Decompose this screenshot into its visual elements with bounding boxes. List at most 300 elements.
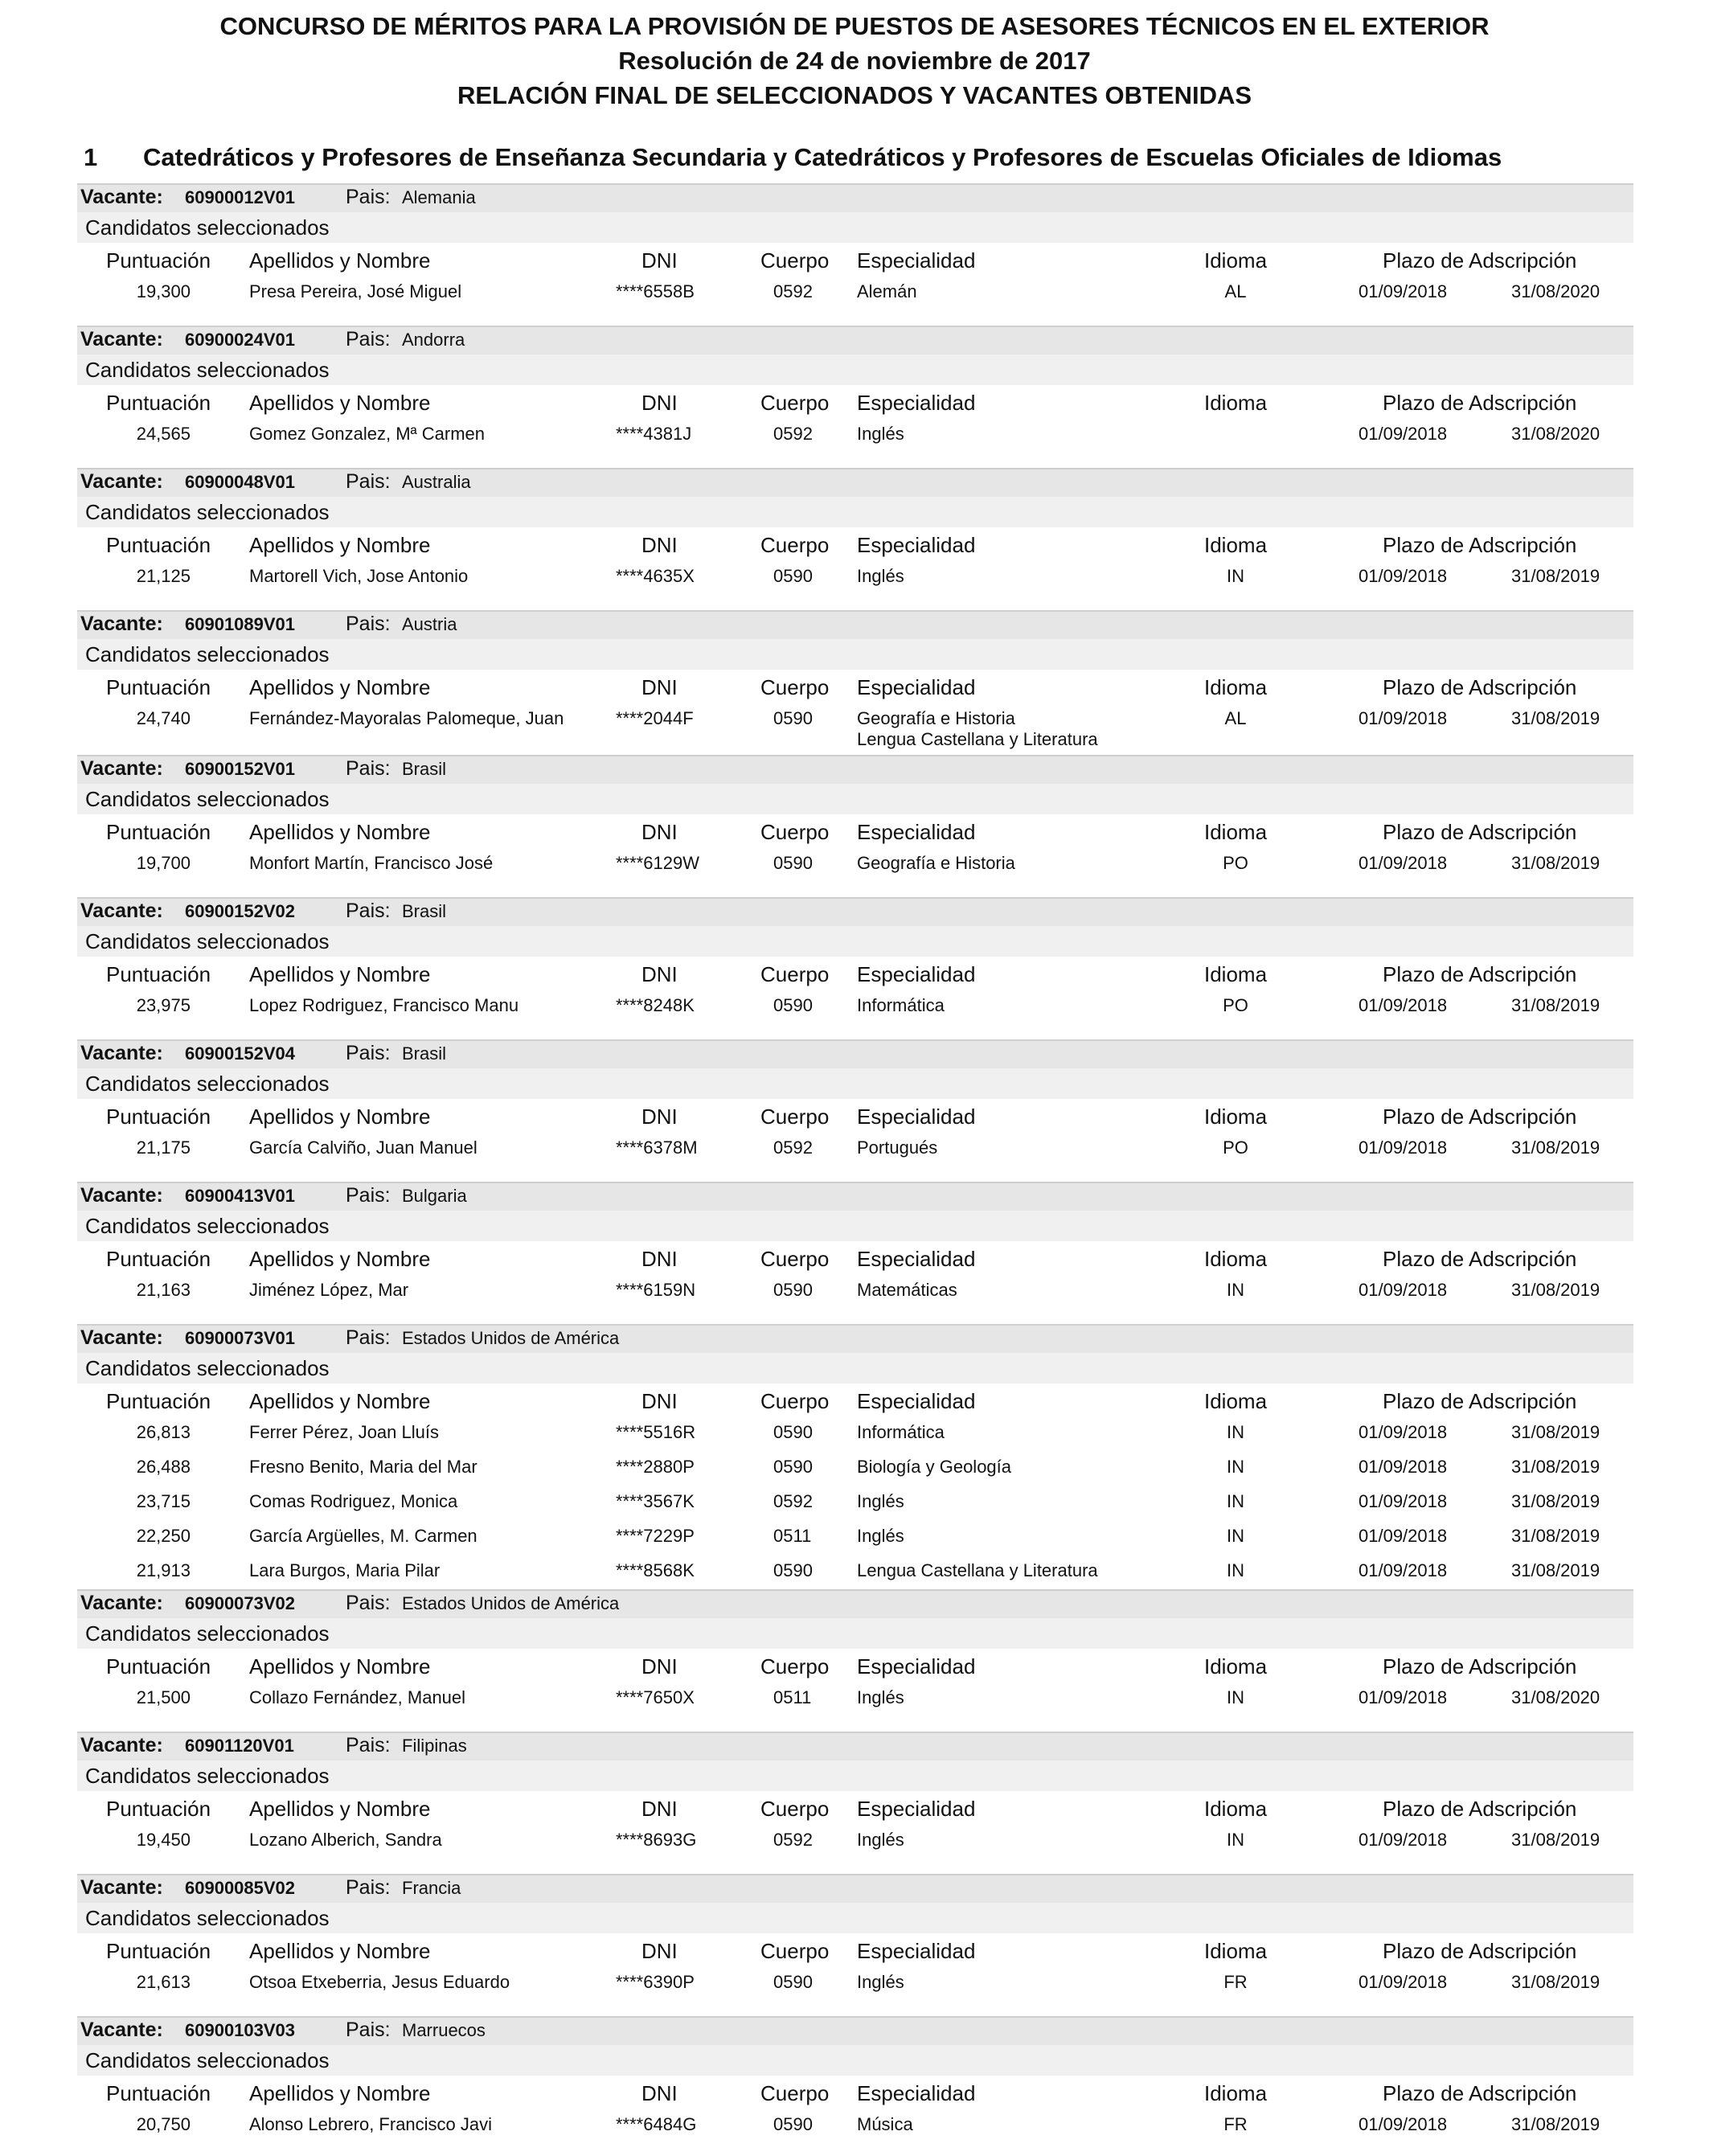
cell-nombre: Comas Rodriguez, Monica (249, 1491, 458, 1511)
cell-dni: ****4635X (616, 566, 695, 586)
vacancy-code: 60900103V03 (185, 2020, 296, 2040)
vacancy-code: 60901120V01 (185, 1736, 294, 1756)
vacancy-code: 60900024V01 (185, 330, 296, 350)
col-header-especialidad: Especialidad (857, 1654, 976, 1678)
col-header-especialidad: Especialidad (857, 962, 976, 986)
col-header-especialidad: Especialidad (857, 1797, 976, 1821)
cell-idioma: IN (1227, 1687, 1244, 1707)
cell-dni: ****8568K (616, 1560, 695, 1580)
cell-cuerpo: 0590 (773, 995, 813, 1015)
resolution-date: Resolución de 24 de noviembre de 2017 (618, 47, 1091, 75)
vacancy-label: Vacante: (80, 900, 163, 922)
country-name: Andorra (402, 330, 465, 350)
col-header-especialidad: Especialidad (857, 248, 976, 273)
col-header-plazo: Plazo de Adscripción (1383, 820, 1577, 844)
cell-plazo-hasta: 31/08/2019 (1511, 1457, 1600, 1477)
col-header-idioma: Idioma (1204, 1797, 1268, 1821)
col-header-idioma: Idioma (1204, 1247, 1268, 1271)
cell-especialidad: Inglés (857, 1972, 904, 1992)
col-header-dni: DNI (641, 248, 678, 273)
vacancy-header-bar (77, 755, 1633, 784)
candidates-label: Candidatos seleccionados (85, 1214, 330, 1238)
col-header-idioma: Idioma (1204, 1939, 1268, 1963)
cell-idioma: IN (1227, 1830, 1244, 1850)
col-header-cuerpo: Cuerpo (760, 962, 830, 986)
vacancy-header-bar (77, 1589, 1633, 1618)
cell-cuerpo: 0592 (773, 1137, 813, 1158)
cell-especialidad: Lengua Castellana y Literatura (857, 1560, 1098, 1580)
col-header-idioma: Idioma (1204, 675, 1268, 699)
candidates-label: Candidatos seleccionados (85, 2048, 330, 2072)
vacancy-label: Vacante: (80, 2019, 163, 2041)
col-header-puntuacion: Puntuación (106, 1389, 211, 1413)
cell-plazo-desde: 01/09/2018 (1359, 566, 1448, 586)
col-header-puntuacion: Puntuación (106, 1247, 211, 1271)
col-header-cuerpo: Cuerpo (760, 248, 830, 273)
col-header-nombre: Apellidos y Nombre (249, 1389, 431, 1413)
cell-nombre: Otsoa Etxeberria, Jesus Eduardo (249, 1972, 510, 1992)
vacancy-label: Vacante: (80, 1042, 163, 1064)
col-header-especialidad: Especialidad (857, 1939, 976, 1963)
vacancy-label: Vacante: (80, 470, 163, 493)
cell-idioma: PO (1223, 995, 1248, 1015)
col-header-cuerpo: Cuerpo (760, 1654, 830, 1678)
cell-plazo-desde: 01/09/2018 (1359, 281, 1448, 301)
cell-nombre: Martorell Vich, Jose Antonio (249, 566, 469, 586)
col-header-cuerpo: Cuerpo (760, 1247, 830, 1271)
cell-especialidad: Geografía e Historia (857, 708, 1015, 728)
cell-dni: ****6558B (616, 281, 695, 301)
cell-dni: ****6159N (616, 1280, 696, 1300)
cell-plazo-hasta: 31/08/2019 (1511, 1560, 1600, 1580)
country-label: Pais: (346, 900, 391, 922)
col-header-especialidad: Especialidad (857, 391, 976, 415)
vacancy-header-bar (77, 897, 1633, 926)
country-name: Bulgaria (402, 1186, 467, 1206)
country-name: Marruecos (402, 2020, 486, 2040)
cell-especialidad: Inglés (857, 1830, 904, 1850)
cell-cuerpo: 0511 (773, 1687, 812, 1707)
cell-puntuacion: 21,613 (136, 1972, 191, 1992)
cell-cuerpo: 0592 (773, 281, 813, 301)
col-header-especialidad: Especialidad (857, 675, 976, 699)
cell-plazo-desde: 01/09/2018 (1359, 1457, 1448, 1477)
country-name: Brasil (402, 901, 447, 921)
candidates-label: Candidatos seleccionados (85, 215, 330, 240)
col-header-dni: DNI (641, 1389, 678, 1413)
col-header-plazo: Plazo de Adscripción (1383, 1939, 1577, 1963)
vacancy-code: 60900073V02 (185, 1593, 296, 1613)
cell-especialidad: Música (857, 2114, 913, 2134)
cell-idioma: IN (1227, 1560, 1244, 1580)
vacancy-header-bar (77, 2016, 1633, 2045)
country-label: Pais: (346, 1734, 391, 1756)
col-header-nombre: Apellidos y Nombre (249, 1247, 431, 1271)
cell-dni: ****7229P (616, 1526, 695, 1546)
section-title: Catedráticos y Profesores de Enseñanza Secundaria y Catedráticos y Profesores de Escuelas Oficiales de Idiomas (143, 143, 1502, 171)
vacancy-code: 60900152V01 (185, 759, 296, 779)
col-header-especialidad: Especialidad (857, 533, 976, 557)
cell-puntuacion: 26,488 (136, 1457, 191, 1477)
cell-dni: ****5516R (616, 1422, 696, 1442)
cell-puntuacion: 21,913 (136, 1560, 191, 1580)
col-header-nombre: Apellidos y Nombre (249, 675, 431, 699)
cell-plazo-hasta: 31/08/2020 (1511, 281, 1600, 301)
cell-plazo-desde: 01/09/2018 (1359, 1687, 1448, 1707)
vacancy-code: 60900085V02 (185, 1878, 296, 1898)
cell-plazo-hasta: 31/08/2019 (1511, 566, 1600, 586)
col-header-nombre: Apellidos y Nombre (249, 1939, 431, 1963)
candidates-label: Candidatos seleccionados (85, 1764, 330, 1788)
vacancy-code: 60900152V02 (185, 901, 296, 921)
cell-nombre: Gomez Gonzalez, Mª Carmen (249, 424, 486, 444)
cell-idioma: PO (1223, 1137, 1248, 1158)
cell-dni: ****3567K (616, 1491, 695, 1511)
cell-puntuacion: 26,813 (136, 1422, 191, 1442)
cell-plazo-desde: 01/09/2018 (1359, 1137, 1448, 1158)
cell-puntuacion: 21,163 (136, 1280, 191, 1300)
col-header-puntuacion: Puntuación (106, 2081, 211, 2105)
cell-plazo-hasta: 31/08/2019 (1511, 1526, 1600, 1546)
vacancy-code: 60900012V01 (185, 187, 296, 207)
country-name: Austria (402, 614, 457, 634)
col-header-idioma: Idioma (1204, 533, 1268, 557)
cell-plazo-hasta: 31/08/2019 (1511, 1422, 1600, 1442)
cell-plazo-desde: 01/09/2018 (1359, 1280, 1448, 1300)
cell-plazo-desde: 01/09/2018 (1359, 1422, 1448, 1442)
cell-plazo-hasta: 31/08/2019 (1511, 853, 1600, 873)
vacancy-header-bar (77, 1874, 1633, 1903)
col-header-cuerpo: Cuerpo (760, 533, 830, 557)
vacancy-label: Vacante: (80, 757, 163, 780)
col-header-nombre: Apellidos y Nombre (249, 391, 431, 415)
country-name: Australia (402, 472, 471, 492)
vacancy-code: 60900413V01 (185, 1186, 296, 1206)
country-name: Filipinas (402, 1736, 467, 1756)
col-header-dni: DNI (641, 2081, 678, 2105)
cell-idioma: IN (1227, 1280, 1244, 1300)
cell-idioma: IN (1227, 1491, 1244, 1511)
col-header-nombre: Apellidos y Nombre (249, 820, 431, 844)
vacancy-label: Vacante: (80, 1876, 163, 1899)
cell-especialidad: Alemán (857, 281, 917, 301)
cell-dni: ****2880P (616, 1457, 695, 1477)
col-header-idioma: Idioma (1204, 1654, 1268, 1678)
col-header-especialidad: Especialidad (857, 1247, 976, 1271)
country-label: Pais: (346, 1592, 391, 1614)
cell-puntuacion: 23,715 (136, 1491, 191, 1511)
vacancy-header-bar (77, 610, 1633, 639)
cell-cuerpo: 0590 (773, 1560, 813, 1580)
cell-plazo-desde: 01/09/2018 (1359, 995, 1448, 1015)
cell-plazo-desde: 01/09/2018 (1359, 1560, 1448, 1580)
col-header-puntuacion: Puntuación (106, 248, 211, 273)
col-header-plazo: Plazo de Adscripción (1383, 2081, 1577, 2105)
cell-plazo-hasta: 31/08/2019 (1511, 1972, 1600, 1992)
cell-cuerpo: 0590 (773, 1457, 813, 1477)
cell-dni: ****2044F (616, 708, 694, 728)
cell-especialidad: Portugués (857, 1137, 938, 1158)
cell-puntuacion: 21,500 (136, 1687, 191, 1707)
cell-idioma: FR (1223, 1972, 1248, 1992)
col-header-nombre: Apellidos y Nombre (249, 248, 431, 273)
country-label: Pais: (346, 757, 391, 780)
candidates-label: Candidatos seleccionados (85, 1072, 330, 1096)
col-header-dni: DNI (641, 1247, 678, 1271)
cell-dni: ****8693G (616, 1830, 697, 1850)
country-label: Pais: (346, 470, 391, 493)
col-header-puntuacion: Puntuación (106, 1105, 211, 1129)
cell-especialidad: Inglés (857, 424, 904, 444)
cell-nombre: García Argüelles, M. Carmen (249, 1526, 477, 1546)
cell-nombre: Fernández-Mayoralas Palomeque, Juan (249, 708, 564, 728)
cell-idioma: PO (1223, 853, 1248, 873)
col-header-cuerpo: Cuerpo (760, 391, 830, 415)
cell-idioma: IN (1227, 1422, 1244, 1442)
cell-especialidad: Inglés (857, 1526, 904, 1546)
col-header-plazo: Plazo de Adscripción (1383, 391, 1577, 415)
cell-puntuacion: 19,300 (136, 281, 191, 301)
col-header-nombre: Apellidos y Nombre (249, 1654, 431, 1678)
cell-dni: ****6484G (616, 2114, 697, 2134)
vacancy-header-bar (77, 1324, 1633, 1353)
col-header-dni: DNI (641, 675, 678, 699)
col-header-nombre: Apellidos y Nombre (249, 962, 431, 986)
country-label: Pais: (346, 613, 391, 635)
country-name: Francia (402, 1878, 461, 1898)
col-header-dni: DNI (641, 1654, 678, 1678)
cell-cuerpo: 0590 (773, 1280, 813, 1300)
vacancy-header-bar (77, 326, 1633, 355)
country-label: Pais: (346, 1326, 391, 1349)
country-label: Pais: (346, 1184, 391, 1207)
cell-especialidad: Lengua Castellana y Literatura (857, 729, 1098, 749)
vacancy-code: 60901089V01 (185, 614, 296, 634)
col-header-idioma: Idioma (1204, 391, 1268, 415)
cell-plazo-hasta: 31/08/2019 (1511, 708, 1600, 728)
cell-puntuacion: 20,750 (136, 2114, 191, 2134)
col-header-nombre: Apellidos y Nombre (249, 533, 431, 557)
cell-puntuacion: 19,450 (136, 1830, 191, 1850)
vacancy-header-bar (77, 1732, 1633, 1760)
col-header-plazo: Plazo de Adscripción (1383, 1389, 1577, 1413)
cell-cuerpo: 0592 (773, 1491, 813, 1511)
col-header-idioma: Idioma (1204, 1105, 1268, 1129)
vacancy-code: 60900152V04 (185, 1043, 296, 1064)
col-header-plazo: Plazo de Adscripción (1383, 1654, 1577, 1678)
col-header-especialidad: Especialidad (857, 2081, 976, 2105)
cell-plazo-hasta: 31/08/2019 (1511, 1280, 1600, 1300)
col-header-plazo: Plazo de Adscripción (1383, 248, 1577, 273)
vacancy-header-bar (77, 183, 1633, 212)
cell-nombre: Alonso Lebrero, Francisco Javi (249, 2114, 493, 2134)
cell-puntuacion: 19,700 (136, 853, 191, 873)
cell-especialidad: Geografía e Historia (857, 853, 1015, 873)
col-header-puntuacion: Puntuación (106, 533, 211, 557)
cell-especialidad: Inglés (857, 1687, 904, 1707)
cell-puntuacion: 23,975 (136, 995, 191, 1015)
vacancy-label: Vacante: (80, 1734, 163, 1756)
cell-plazo-desde: 01/09/2018 (1359, 1491, 1448, 1511)
cell-plazo-desde: 01/09/2018 (1359, 2114, 1448, 2134)
cell-cuerpo: 0590 (773, 708, 813, 728)
cell-plazo-desde: 01/09/2018 (1359, 1526, 1448, 1546)
country-label: Pais: (346, 1042, 391, 1064)
cell-dni: ****6129W (616, 853, 699, 873)
col-header-especialidad: Especialidad (857, 1105, 976, 1129)
cell-cuerpo: 0590 (773, 1972, 813, 1992)
cell-dni: ****6390P (616, 1972, 695, 1992)
cell-puntuacion: 21,125 (136, 566, 191, 586)
vacancy-label: Vacante: (80, 1326, 163, 1349)
col-header-cuerpo: Cuerpo (760, 820, 830, 844)
cell-puntuacion: 22,250 (136, 1526, 191, 1546)
country-label: Pais: (346, 328, 391, 350)
col-header-idioma: Idioma (1204, 248, 1268, 273)
candidates-label: Candidatos seleccionados (85, 358, 330, 382)
cell-idioma: IN (1227, 1457, 1244, 1477)
col-header-nombre: Apellidos y Nombre (249, 2081, 431, 2105)
col-header-puntuacion: Puntuación (106, 962, 211, 986)
vacancy-code: 60900073V01 (185, 1328, 296, 1348)
vacancy-label: Vacante: (80, 186, 163, 208)
cell-cuerpo: 0592 (773, 1830, 813, 1850)
cell-cuerpo: 0590 (773, 2114, 813, 2134)
cell-nombre: Jiménez López, Mar (249, 1280, 409, 1300)
country-name: Brasil (402, 1043, 447, 1064)
col-header-puntuacion: Puntuación (106, 820, 211, 844)
cell-especialidad: Inglés (857, 566, 904, 586)
col-header-dni: DNI (641, 1797, 678, 1821)
col-header-puntuacion: Puntuación (106, 1797, 211, 1821)
col-header-dni: DNI (641, 820, 678, 844)
vacancy-header-bar (77, 468, 1633, 497)
cell-plazo-desde: 01/09/2018 (1359, 1830, 1448, 1850)
cell-nombre: Lopez Rodriguez, Francisco Manu (249, 995, 519, 1015)
cell-idioma: IN (1227, 566, 1244, 586)
country-label: Pais: (346, 1876, 391, 1899)
col-header-plazo: Plazo de Adscripción (1383, 962, 1577, 986)
cell-nombre: Presa Pereira, José Miguel (249, 281, 462, 301)
vacancy-label: Vacante: (80, 1592, 163, 1614)
cell-dni: ****7650X (616, 1687, 695, 1707)
vacancy-header-bar (77, 1039, 1633, 1068)
cell-plazo-desde: 01/09/2018 (1359, 708, 1448, 728)
cell-cuerpo: 0511 (773, 1526, 812, 1546)
cell-nombre: Lozano Alberich, Sandra (249, 1830, 442, 1850)
cell-idioma: FR (1223, 2114, 1248, 2134)
country-label: Pais: (346, 2019, 391, 2041)
cell-plazo-hasta: 31/08/2019 (1511, 1491, 1600, 1511)
cell-especialidad: Biología y Geología (857, 1457, 1012, 1477)
cell-plazo-hasta: 31/08/2020 (1511, 1687, 1600, 1707)
cell-dni: ****8248K (616, 995, 695, 1015)
col-header-nombre: Apellidos y Nombre (249, 1105, 431, 1129)
col-header-idioma: Idioma (1204, 962, 1268, 986)
col-header-puntuacion: Puntuación (106, 1939, 211, 1963)
cell-puntuacion: 24,565 (136, 424, 191, 444)
candidates-label: Candidatos seleccionados (85, 500, 330, 524)
cell-plazo-hasta: 31/08/2019 (1511, 995, 1600, 1015)
cell-idioma: AL (1224, 708, 1247, 728)
section-number: 1 (84, 143, 98, 171)
vacancy-label: Vacante: (80, 328, 163, 350)
col-header-plazo: Plazo de Adscripción (1383, 1105, 1577, 1129)
col-header-dni: DNI (641, 391, 678, 415)
col-header-cuerpo: Cuerpo (760, 675, 830, 699)
cell-plazo-hasta: 31/08/2020 (1511, 424, 1600, 444)
country-name: Alemania (402, 187, 476, 207)
col-header-plazo: Plazo de Adscripción (1383, 1247, 1577, 1271)
cell-plazo-hasta: 31/08/2019 (1511, 1830, 1600, 1850)
country-name: Estados Unidos de América (402, 1328, 620, 1348)
cell-idioma: AL (1224, 281, 1247, 301)
col-header-especialidad: Especialidad (857, 1389, 976, 1413)
cell-puntuacion: 24,740 (136, 708, 191, 728)
cell-idioma: IN (1227, 1526, 1244, 1546)
document-subtitle: RELACIÓN FINAL DE SELECCIONADOS Y VACANTES OBTENIDAS (457, 81, 1252, 109)
cell-plazo-desde: 01/09/2018 (1359, 853, 1448, 873)
col-header-especialidad: Especialidad (857, 820, 976, 844)
cell-plazo-hasta: 31/08/2019 (1511, 1137, 1600, 1158)
cell-dni: ****4381J (616, 424, 692, 444)
cell-cuerpo: 0590 (773, 1422, 813, 1442)
vacancy-header-bar (77, 1182, 1633, 1211)
col-header-cuerpo: Cuerpo (760, 1939, 830, 1963)
candidates-label: Candidatos seleccionados (85, 1356, 330, 1380)
cell-nombre: Lara Burgos, Maria Pilar (249, 1560, 441, 1580)
vacancy-label: Vacante: (80, 613, 163, 635)
candidates-label: Candidatos seleccionados (85, 1906, 330, 1930)
candidates-label: Candidatos seleccionados (85, 1621, 330, 1646)
cell-dni: ****6378M (616, 1137, 698, 1158)
candidates-label: Candidatos seleccionados (85, 787, 330, 811)
cell-plazo-desde: 01/09/2018 (1359, 1972, 1448, 1992)
col-header-idioma: Idioma (1204, 2081, 1268, 2105)
cell-nombre: Collazo Fernández, Manuel (249, 1687, 466, 1707)
vacancy-code: 60900048V01 (185, 472, 296, 492)
cell-plazo-desde: 01/09/2018 (1359, 424, 1448, 444)
cell-puntuacion: 21,175 (136, 1137, 191, 1158)
col-header-cuerpo: Cuerpo (760, 1797, 830, 1821)
document-title: CONCURSO DE MÉRITOS PARA LA PROVISIÓN DE PUESTOS DE ASESORES TÉCNICOS EN EL EXTERIOR (219, 12, 1490, 40)
cell-nombre: Ferrer Pérez, Joan Lluís (249, 1422, 439, 1442)
col-header-idioma: Idioma (1204, 1389, 1268, 1413)
col-header-plazo: Plazo de Adscripción (1383, 533, 1577, 557)
col-header-idioma: Idioma (1204, 820, 1268, 844)
col-header-dni: DNI (641, 533, 678, 557)
col-header-dni: DNI (641, 962, 678, 986)
cell-nombre: García Calviño, Juan Manuel (249, 1137, 477, 1158)
cell-cuerpo: 0590 (773, 566, 813, 586)
col-header-plazo: Plazo de Adscripción (1383, 1797, 1577, 1821)
col-header-puntuacion: Puntuación (106, 1654, 211, 1678)
col-header-cuerpo: Cuerpo (760, 1105, 830, 1129)
col-header-puntuacion: Puntuación (106, 675, 211, 699)
candidates-label: Candidatos seleccionados (85, 642, 330, 666)
country-name: Estados Unidos de América (402, 1593, 620, 1613)
vacancy-label: Vacante: (80, 1184, 163, 1207)
col-header-puntuacion: Puntuación (106, 391, 211, 415)
cell-nombre: Fresno Benito, Maria del Mar (249, 1457, 477, 1477)
col-header-dni: DNI (641, 1105, 678, 1129)
col-header-plazo: Plazo de Adscripción (1383, 675, 1577, 699)
col-header-cuerpo: Cuerpo (760, 2081, 830, 2105)
cell-especialidad: Informática (857, 995, 945, 1015)
cell-cuerpo: 0592 (773, 424, 813, 444)
cell-cuerpo: 0590 (773, 853, 813, 873)
country-name: Brasil (402, 759, 447, 779)
